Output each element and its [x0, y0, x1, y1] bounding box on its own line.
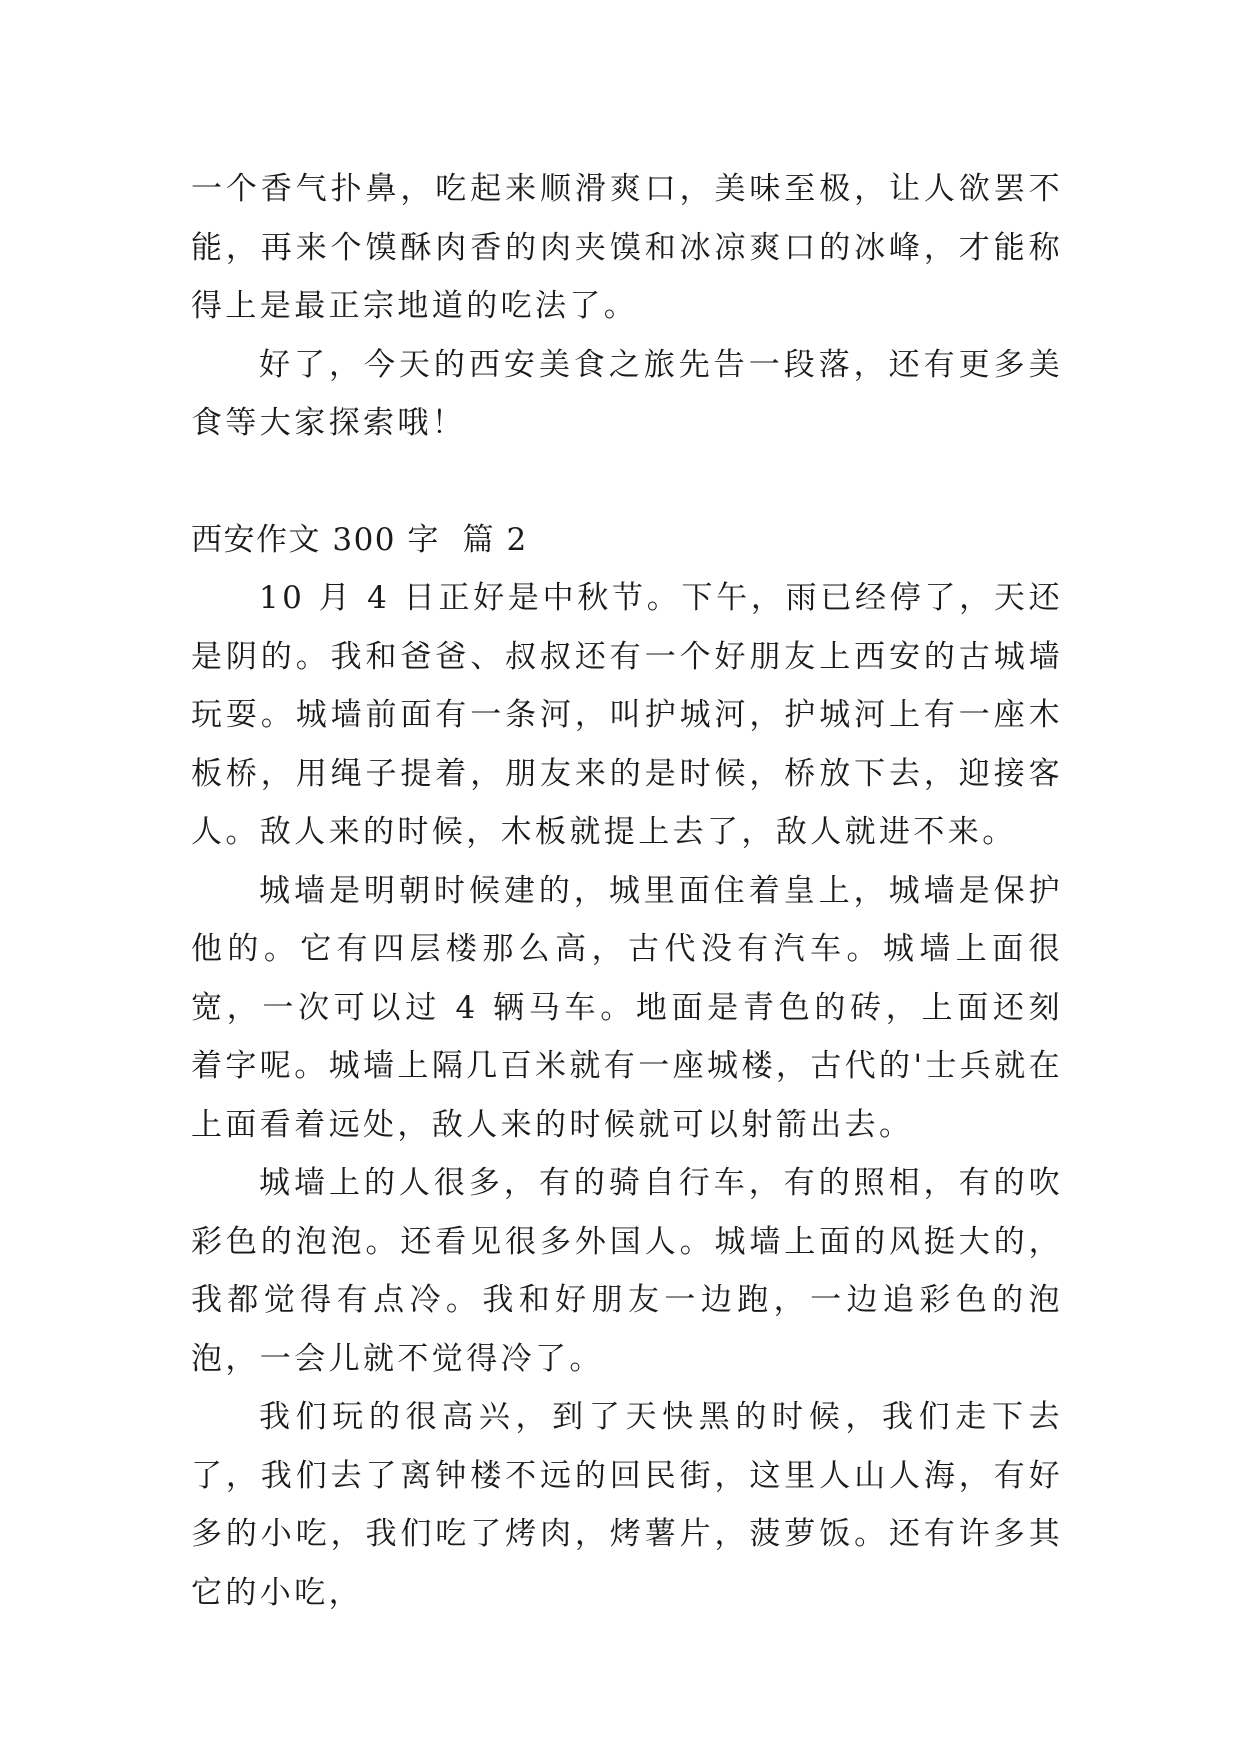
paragraph: 城墙是明朝时候建的，城里面住着皇上，城墙是保护他的。它有四层楼那么高，古代没有汽车。城墙上面很宽，一次可以过 4 辆马车。地面是青色的砖，上面还刻着字呢。城墙上隔几百米就有一座城楼，古代的'士兵就在上面看着远处，敌人来的时候就可以射箭出去。 — [191, 872, 1063, 1143]
section-spacer — [191, 453, 1063, 511]
paragraph: 城墙上的人很多，有的骑自行车，有的照相，有的吹彩色的泡泡。还看见很多外国人。城墙上面的风挺大的，我都觉得有点冷。我和好朋友一边跑，一边追彩色的泡泡，一会儿就不觉得冷了。 — [191, 1165, 1063, 1377]
paragraph: 10 月 4 日正好是中秋节。下午，雨已经停了，天还是阴的。我和爸爸、叔叔还有一个好朋友上西安的古城墙玩耍。城墙前面有一条河，叫护城河，护城河上有一座木板桥，用绳子提着，朋友来的是时候，桥放下去，迎接客人。敌人来的时候，木板就提上去了，敌人就进不来。 — [191, 580, 1063, 850]
closing-paragraph: 好了，今天的西安美食之旅先告一段落，还有更多美食等大家探索哦！ — [191, 346, 1063, 441]
section-heading: 西安作文 300 字 篇 2 — [191, 521, 528, 558]
document-body — [191, 160, 1063, 1622]
paragraph: 我们玩的很高兴，到了天快黑的时候，我们走下去了，我们去了离钟楼不远的回民街，这里人山人海，有好多的小吃，我们吃了烤肉，烤薯片，菠萝饭。还有许多其它的小吃， — [191, 1399, 1063, 1611]
continued-paragraph: 一个香气扑鼻，吃起来顺滑爽口，美味至极，让人欲罢不能，再来个馍酥肉香的肉夹馍和冰凉爽口的冰峰，才能称得上是最正宗地道的吃法了。 — [191, 171, 1063, 324]
